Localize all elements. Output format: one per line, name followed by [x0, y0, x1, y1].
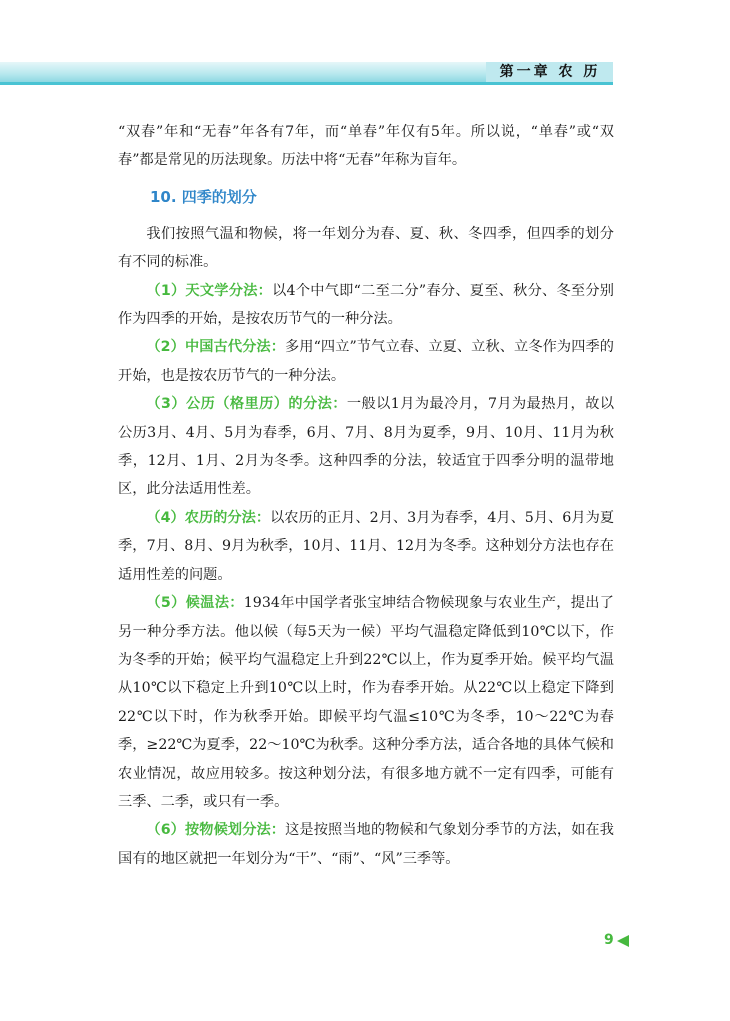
item-pentad-temperature	[118, 589, 614, 816]
intro-paragraph: “双春”年和“无春”年各有7年，而“单春”年仅有5年。所以说，“单春”或“双春”都是常见的历法现象。历法中将“无春”年称为盲年。	[118, 124, 614, 169]
item-gregorian	[118, 390, 614, 504]
item-label: （3）公历（格里历）的分法：	[146, 396, 347, 413]
item-text: 这是按照当地的物候和气象划分季节的方法，如在我国有的地区就把一年划分为“干”、“雨”、“风”三季等。	[118, 822, 614, 867]
item-text: 以4个中气即“二至二分”春分、夏至、秋分、冬至分别作为四季的开始，是按农历节气的一种分法。	[118, 282, 614, 328]
page-body	[118, 118, 614, 873]
item-ancient-china	[118, 333, 614, 390]
item-label: （4）农历的分法：	[146, 509, 271, 526]
item-phenology	[118, 816, 614, 873]
section-intro: 我们按照气温和物候，将一年划分为春、夏、秋、冬四季，但四季的划分有不同的标准。	[118, 225, 614, 271]
item-label: （2）中国古代分法：	[146, 339, 285, 356]
item-label: （1）天文学分法：	[146, 282, 273, 299]
item-label: （5）候温法：	[146, 595, 244, 612]
page-number: 9	[604, 932, 614, 948]
triangle-left-icon	[617, 935, 629, 947]
item-text: 多用“四立”节气立春、立夏、立秋、立冬作为四季的开始，也是按农历节气的一种分法。	[118, 339, 614, 384]
item-astronomy	[118, 277, 614, 334]
chapter-title: 第一章 农 历	[499, 64, 601, 80]
item-text: 1934年中国学者张宝坤结合物候现象与农业生产，提出了另一种分季方法。他以候（每5天为一候）平均气温稳定降低到10℃以下，作为冬季的开始；候平均气温稳定上升到22℃以上，作为夏季开始。候平均气温从10℃以下稳定上升到10℃以上时，作为春季开始。从22℃以上稳定下降到22℃以下时，作为秋季开始。即候平均气温≤10℃为冬季，10～22℃为春季，≥22℃为夏季，22～10℃为秋季。这种分季方法，适合各地的具体气候和农业情况，故应用较多。按这种划分法，有很多地方就不一定有四季，可能有三季、二季，或只有一季。	[118, 595, 614, 810]
section-heading: 10. 四季的划分	[150, 187, 257, 206]
item-label: （6）按物候划分法：	[146, 822, 286, 839]
header-rule	[0, 82, 613, 85]
item-lunar	[118, 504, 614, 589]
item-text: 以农历的正月、2月、3月为春季，4月、5月、6月为夏季，7月、8月、9月为秋季，10月、11月、12月为冬季。这种划分方法也存在适用性差的问题。	[118, 509, 615, 583]
item-text: 一般以1月为最冷月，7月为最热月，故以公历3月、4月、5月为春季，6月、7月、8月为夏季，9月、10月、11月为秋季，12月、1月、2月为冬季。这种四季的分法，较适宜于四季分明的温带地区，此分法适用性差。	[118, 396, 615, 498]
